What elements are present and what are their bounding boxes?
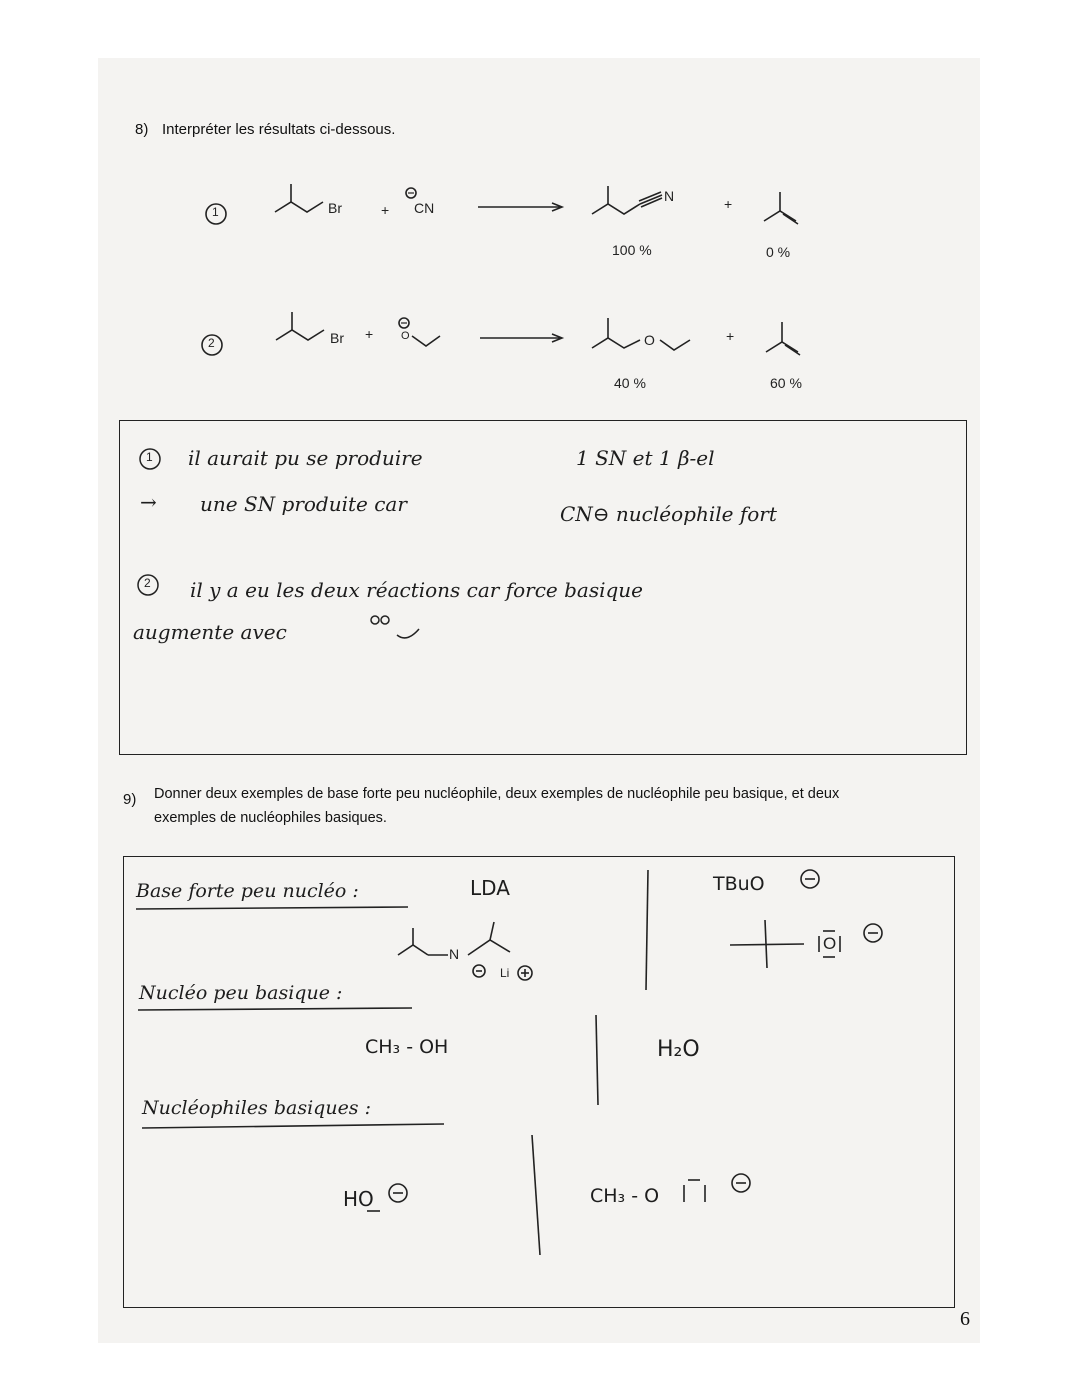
answer-9-hydroxide: HO — [343, 1187, 374, 1211]
reaction-2-yield-substitution: 40 % — [614, 375, 646, 391]
answer-8-marker-1: 1 — [146, 450, 153, 464]
answer-8-line-4: augmente avec — [133, 620, 287, 644]
answer-8-marker-2: 2 — [144, 576, 151, 590]
answer-9-nucleo-label: Nucléo peu basique : — [139, 982, 343, 1004]
reaction-2-nucleophile: O — [401, 330, 410, 342]
reaction-2-yield-elimination: 60 % — [770, 375, 802, 391]
answer-8-line-1: il aurait pu se produire — [188, 446, 423, 470]
question-9-text-line-1: Donner deux exemples de base forte peu nucléophile, deux exemples de nucléophile peu basique, et deux — [154, 786, 840, 802]
answer-9-lda: LDA — [470, 876, 510, 900]
answer-8-line-2: une SN produite car — [200, 492, 407, 516]
reaction-1-plus: + — [381, 202, 390, 218]
reaction-1-yield-substitution: 100 % — [612, 242, 652, 258]
reaction-1-yield-elimination: 0 % — [766, 244, 791, 260]
page-number: 6 — [960, 1308, 970, 1330]
question-9-text-line-2: exemples de nucléophiles basiques. — [154, 810, 387, 826]
answer-9-lda-nitrogen: N — [449, 946, 460, 962]
reaction-2-plus: + — [365, 326, 374, 342]
answer-8-arrow: → — [140, 490, 157, 514]
reaction-1-nucleophile: CN — [414, 200, 435, 216]
answer-9-methoxide: CH₃ - O — [590, 1185, 660, 1207]
reaction-1-product-nitrogen: N — [664, 188, 675, 204]
answer-9-lda-lithium: Li — [500, 966, 510, 980]
reaction-1-plus-2: + — [724, 196, 733, 212]
reaction-1-marker: 1 — [212, 205, 219, 219]
reaction-1-leaving-group: Br — [328, 200, 342, 216]
answer-9-tbuo: TBuO — [713, 873, 765, 895]
answer-8-line-3: il y a eu les deux réactions car force basique — [190, 578, 644, 602]
answer-9-basic-label: Nucléophiles basiques : — [142, 1097, 372, 1119]
reaction-2-plus-2: + — [726, 328, 735, 344]
question-9-number: 9) — [123, 791, 137, 808]
reaction-2-leaving-group: Br — [330, 330, 344, 346]
question-8-text: Interpréter les résultats ci-dessous. — [162, 121, 396, 138]
answer-9-methanol: CH₃ - OH — [365, 1036, 449, 1058]
answer-9-base-label: Base forte peu nucléo : — [136, 880, 359, 902]
answer-8-line-1b: 1 SN et 1 β-el — [576, 446, 715, 470]
answer-8-line-2b: CN⊖ nucléophile fort — [560, 502, 777, 526]
reaction-2-marker: 2 — [208, 336, 215, 350]
reaction-2-product-oxygen: O — [644, 332, 655, 348]
answer-9-tbuo-oxygen: O — [823, 934, 837, 953]
answer-9-water: H₂O — [657, 1037, 700, 1062]
question-8-number: 8) — [135, 121, 149, 138]
